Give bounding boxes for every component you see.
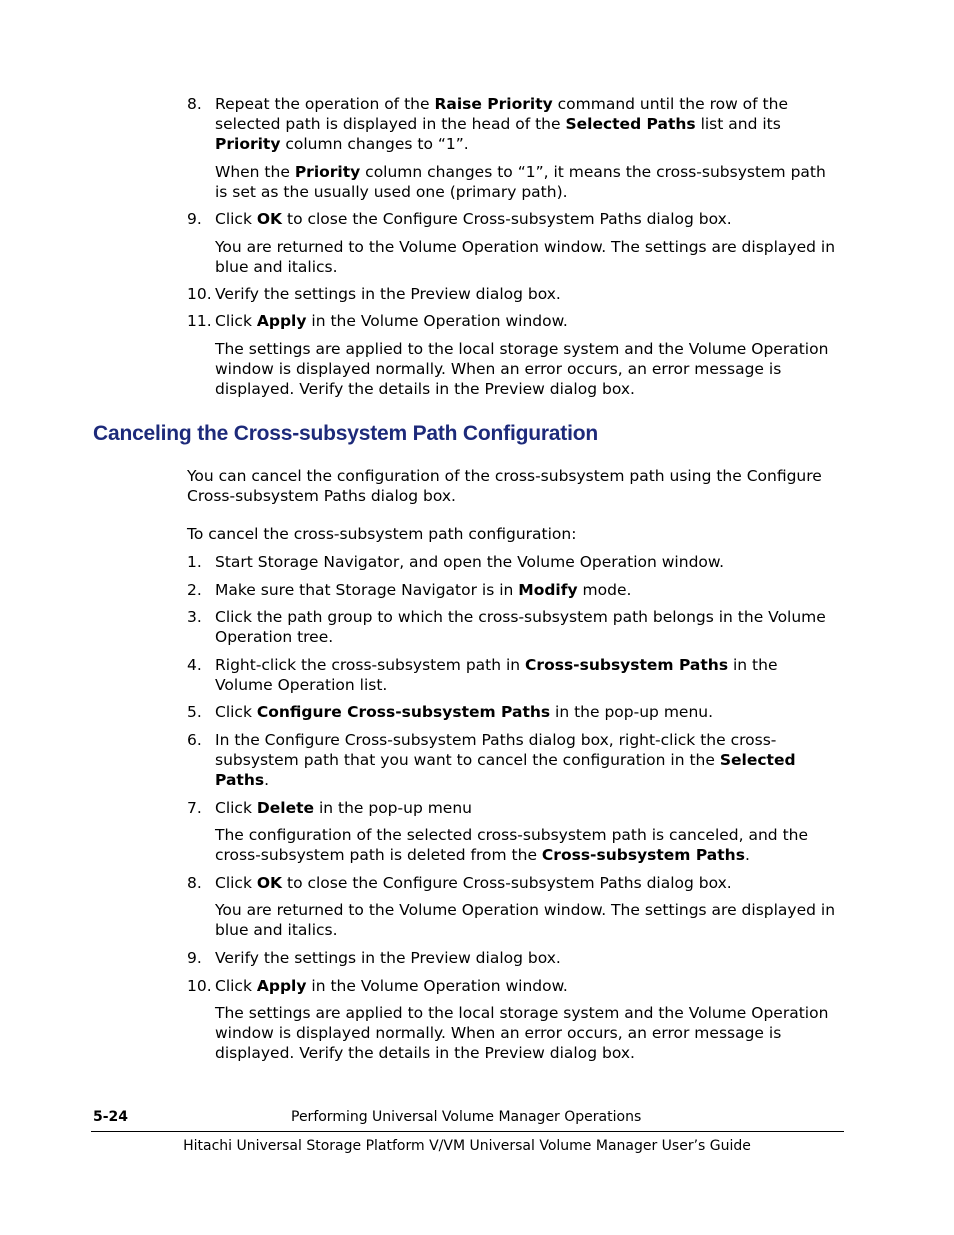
step-2 xyxy=(187,580,837,600)
step-note xyxy=(215,825,835,865)
step-text xyxy=(215,607,837,647)
step-8 xyxy=(187,94,837,154)
guide-title: Hitachi Universal Storage Platform V/VM Universal Volume Manager User’s Guide xyxy=(183,1138,751,1154)
step-text xyxy=(215,873,837,893)
step-number: 10. xyxy=(187,977,212,995)
step-text xyxy=(215,948,837,968)
text-run: The settings are applied to the local storage system and the Volume Operation window is displayed normally. When an error occurs, an error message is displayed. Verify the details in the Preview dialog box. xyxy=(215,340,829,398)
text-run: in the Volume Operation list. xyxy=(215,656,778,694)
bold-term: Selected Paths xyxy=(565,115,696,133)
text-run: Verify the settings in the Preview dialog box. xyxy=(215,285,561,303)
text-run: Right-click the cross-subsystem path in xyxy=(215,656,526,674)
bold-term: Cross-subsystem Paths xyxy=(541,846,745,864)
step-text xyxy=(215,209,837,229)
bold-term: Modify xyxy=(518,581,578,599)
chapter-title: Performing Universal Volume Manager Operations xyxy=(291,1109,642,1125)
text-run: You are returned to the Volume Operation window. The settings are displayed in blue and italics. xyxy=(215,901,836,939)
bold-term: Apply xyxy=(256,312,307,330)
step-number: 8. xyxy=(187,874,202,892)
step-9 xyxy=(187,209,837,229)
step-text xyxy=(215,655,837,695)
text-run: to close the Configure Cross-subsystem Paths dialog box. xyxy=(282,874,732,892)
step-number: 8. xyxy=(187,95,202,113)
step-number: 5. xyxy=(187,703,202,721)
text-run: Verify the settings in the Preview dialog box. xyxy=(215,949,561,967)
text-run: Click xyxy=(215,874,257,892)
text-run: column changes to “1”, it means the cross-subsystem path is set as the usually used one (primary path). xyxy=(215,163,826,201)
text-run: The configuration of the selected cross-subsystem path is canceled, and the cross-subsystem path is deleted from the xyxy=(215,826,809,864)
bold-term: Cross-subsystem Paths xyxy=(525,656,729,674)
text-run: Click xyxy=(215,210,257,228)
step-text xyxy=(215,976,837,996)
text-run: column changes to “1”. xyxy=(280,135,469,153)
bold-term: Configure Cross-subsystem Paths xyxy=(256,703,551,721)
step-9 xyxy=(187,948,837,968)
text-run: list and its xyxy=(695,115,781,133)
section-heading: Canceling the Cross-subsystem Path Configuration xyxy=(93,422,598,445)
bold-term: Raise Priority xyxy=(434,95,553,113)
step-text xyxy=(215,702,837,722)
text-run: mode. xyxy=(577,581,632,599)
text-run: . xyxy=(744,846,750,864)
step-text xyxy=(215,94,837,154)
step-1 xyxy=(187,552,837,572)
step-note xyxy=(215,339,835,399)
step-number: 3. xyxy=(187,608,202,626)
step-10 xyxy=(187,284,837,304)
text-run: Click xyxy=(215,312,257,330)
text-run: In the Configure Cross-subsystem Paths dialog box, right-click the cross-subsystem path that you want to cancel the configuration in the xyxy=(215,731,777,769)
step-text xyxy=(215,730,837,790)
text-run: in the Volume Operation window. xyxy=(306,312,568,330)
bold-term: Priority xyxy=(215,135,281,153)
step-8 xyxy=(187,873,837,893)
text-run: in the Volume Operation window. xyxy=(306,977,568,995)
step-note xyxy=(215,237,835,277)
text-run: in the pop-up menu. xyxy=(550,703,714,721)
step-number: 1. xyxy=(187,553,202,571)
step-text xyxy=(215,311,837,331)
text-run: . xyxy=(264,771,270,789)
footer-divider xyxy=(91,1131,844,1132)
procedure-lead: To cancel the cross-subsystem path configuration: xyxy=(187,525,577,543)
step-text xyxy=(215,798,837,818)
step-7 xyxy=(187,798,837,818)
step-text xyxy=(215,580,837,600)
step-5 xyxy=(187,702,837,722)
step-number: 9. xyxy=(187,210,202,228)
bold-term: Delete xyxy=(256,799,315,817)
step-number: 7. xyxy=(187,799,202,817)
bold-term: Priority xyxy=(294,163,361,181)
text-run: to close the Configure Cross-subsystem Paths dialog box. xyxy=(282,210,732,228)
step-number: 10. xyxy=(187,285,212,303)
step-number: 11. xyxy=(187,312,212,330)
step-4 xyxy=(187,655,837,695)
bold-term: OK xyxy=(256,210,283,228)
step-3 xyxy=(187,607,837,647)
section-intro: You can cancel the configuration of the cross-subsystem path using the Configure Cross-subsystem Paths dialog box. xyxy=(187,467,822,505)
text-run: When the xyxy=(215,163,295,181)
step-number: 2. xyxy=(187,581,202,599)
step-note xyxy=(215,162,835,202)
text-run: Click xyxy=(215,799,257,817)
step-number: 6. xyxy=(187,731,202,749)
text-run: in the pop-up menu xyxy=(314,799,472,817)
page-number: 5-24 xyxy=(93,1109,129,1125)
step-text xyxy=(215,284,837,304)
text-run: Make sure that Storage Navigator is in xyxy=(215,581,519,599)
step-10 xyxy=(187,976,837,996)
step-number: 9. xyxy=(187,949,202,967)
text-run: You are returned to the Volume Operation window. The settings are displayed in blue and italics. xyxy=(215,238,836,276)
step-note xyxy=(215,900,835,940)
step-note xyxy=(215,1003,835,1063)
text-run: command until the row of the selected path is displayed in the head of the xyxy=(215,95,788,133)
text-run: Click the path group to which the cross-subsystem path belongs in the Volume Operation tree. xyxy=(215,608,826,646)
text-run: Start Storage Navigator, and open the Volume Operation window. xyxy=(215,553,725,571)
text-run: Repeat the operation of the xyxy=(215,95,435,113)
bold-term: Apply xyxy=(256,977,307,995)
text-run: Click xyxy=(215,977,257,995)
step-number: 4. xyxy=(187,656,202,674)
text-run: The settings are applied to the local storage system and the Volume Operation window is displayed normally. When an error occurs, an error message is displayed. Verify the details in the Preview dialog box. xyxy=(215,1004,829,1062)
text-run: Click xyxy=(215,703,257,721)
step-11 xyxy=(187,311,837,331)
bold-term: Selected Paths xyxy=(215,751,796,789)
step-6 xyxy=(187,730,837,790)
step-text xyxy=(215,552,837,572)
bold-term: OK xyxy=(256,874,283,892)
